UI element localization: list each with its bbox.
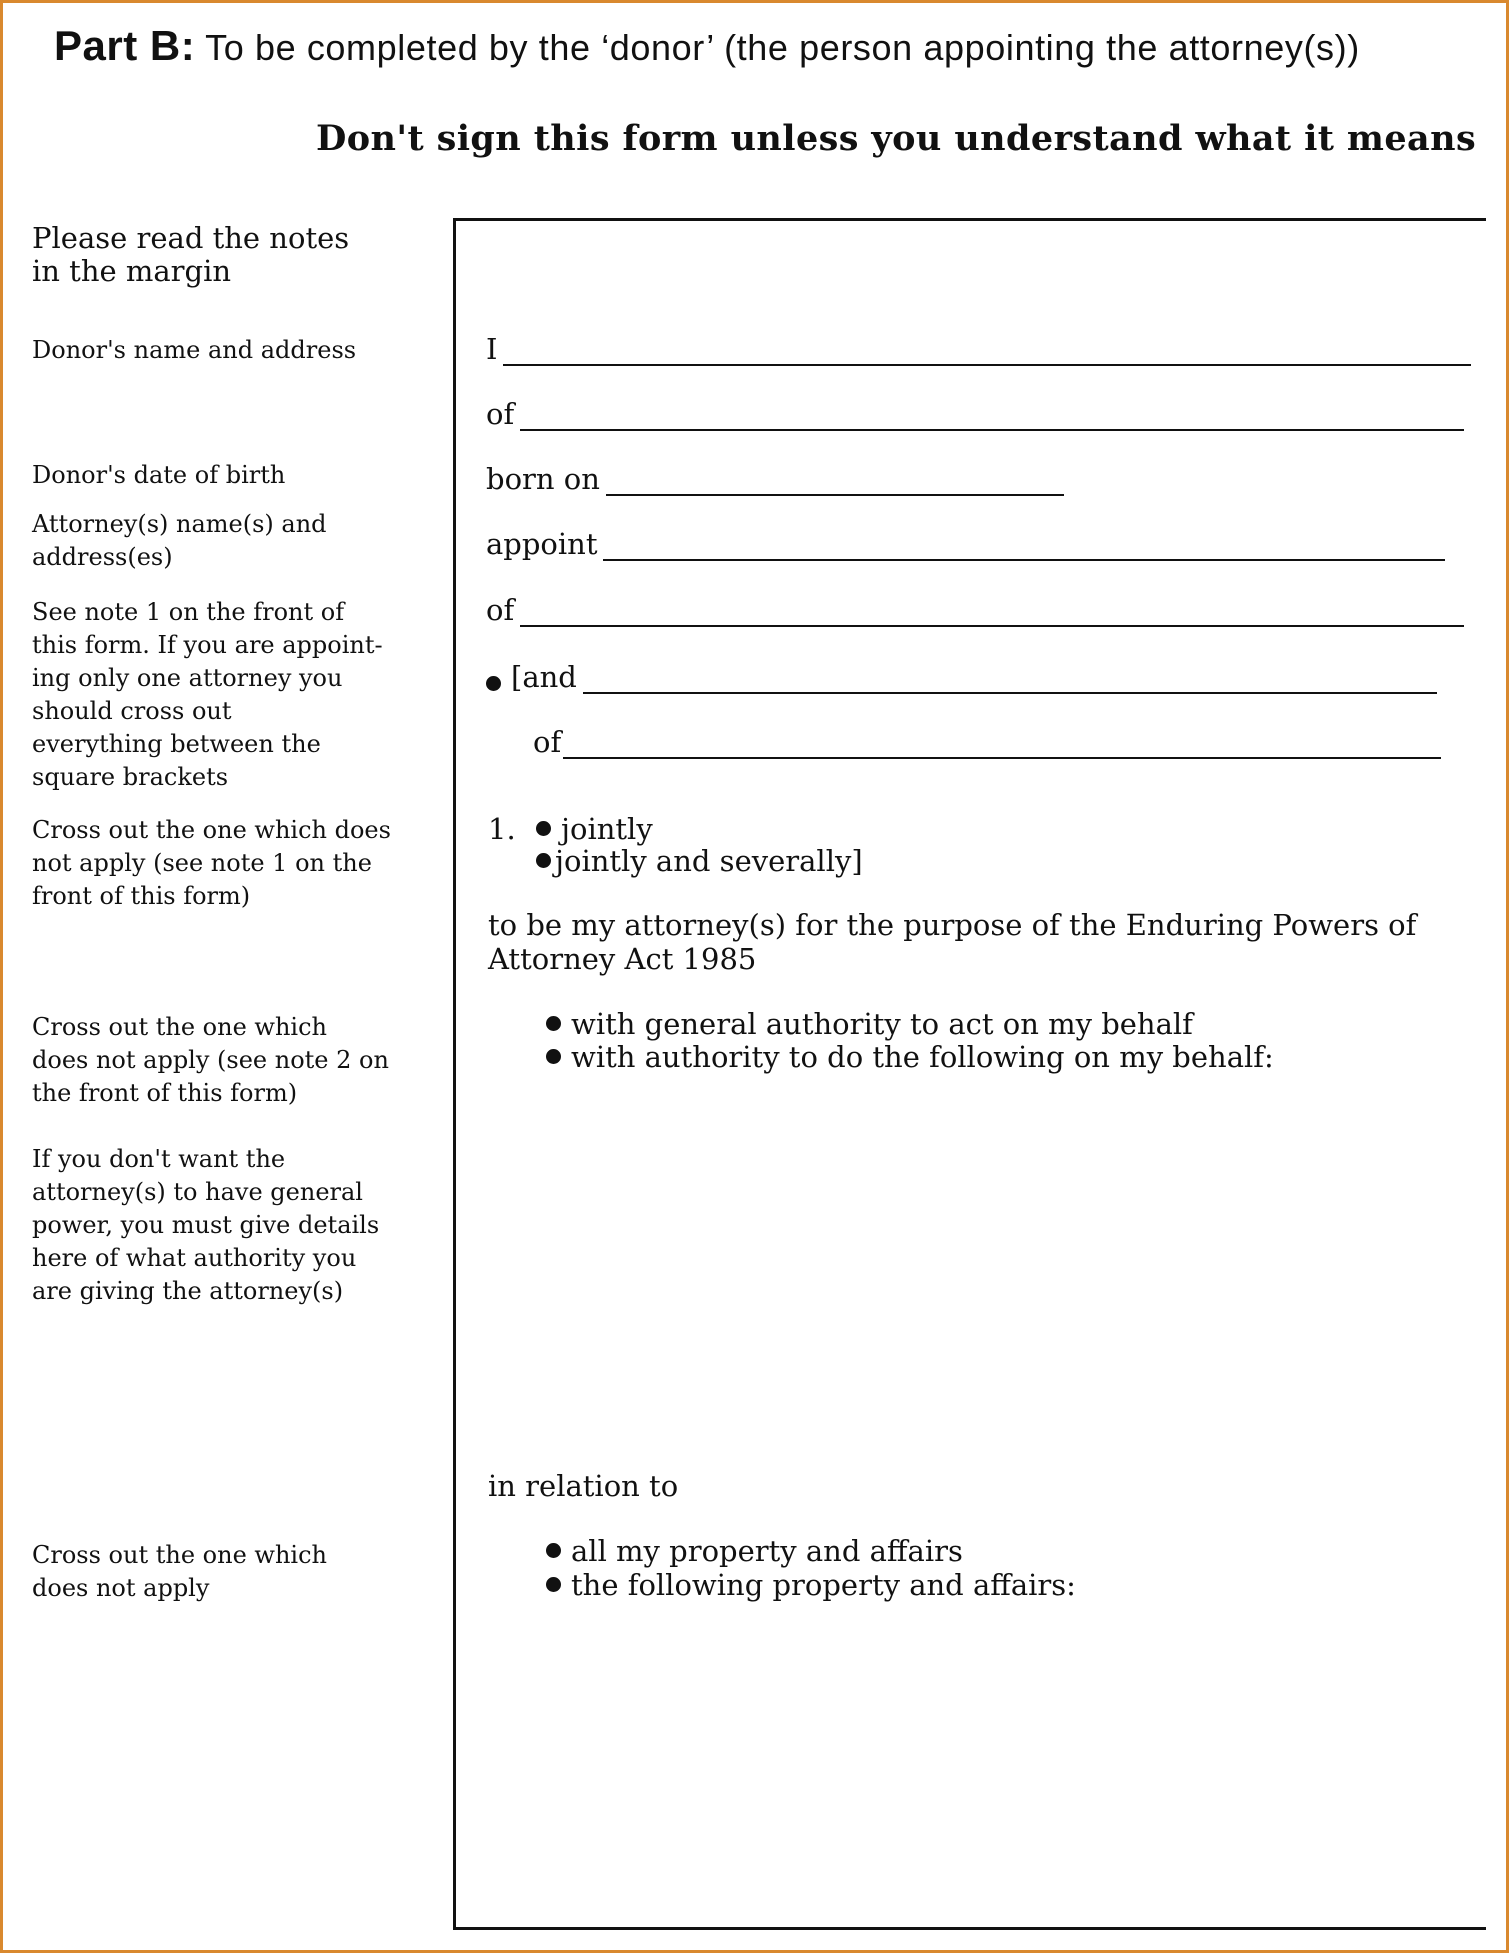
second-attorney-name-label: [and <box>511 660 577 694</box>
note-line: Cross out the one which <box>32 1541 327 1569</box>
note-line: If you don't want the <box>32 1145 286 1173</box>
note-line: front of this form) <box>32 882 251 910</box>
note-line: should cross out <box>32 697 232 725</box>
note-line: this form. If you are appoint- <box>32 631 383 659</box>
note-line: everything between the <box>32 730 321 758</box>
note-line: not apply (see note 1 on the <box>32 849 372 877</box>
option-following-property-label: the following property and affairs: <box>571 1568 1076 1602</box>
donor-dob-note: Donor's date of birth <box>32 461 286 489</box>
bullet-icon <box>486 676 501 691</box>
bullet-icon <box>546 1543 561 1558</box>
attorney-address-field[interactable] <box>486 593 1464 627</box>
donor-dob-label: born on <box>486 462 600 496</box>
donor-name-label: I <box>486 332 498 366</box>
second-attorney-address-label: of <box>533 725 562 759</box>
cross-out-note-3 <box>32 1539 327 1605</box>
donor-address-field[interactable] <box>486 397 1464 431</box>
cross-out-note-1 <box>32 814 391 913</box>
warning-heading: Don't sign this form unless you understand what it means <box>316 118 1477 159</box>
second-attorney-address-line[interactable] <box>563 731 1441 759</box>
general-power-note <box>32 1143 379 1308</box>
second-attorney-address-field[interactable] <box>533 725 1441 759</box>
note-line: power, you must give details <box>32 1211 380 1239</box>
intro-note <box>32 222 349 288</box>
part-description: To be completed by the ‘donor’ (the person appointing the attorney(s)) <box>195 27 1360 68</box>
option-general-authority-label: with general authority to act on my behalf <box>571 1007 1193 1041</box>
option-jointly-severally-label: jointly and severally] <box>555 844 863 878</box>
option-jointly-severally[interactable] <box>536 844 863 878</box>
donor-name-field[interactable] <box>486 332 1471 366</box>
donor-dob-field[interactable] <box>486 462 1064 496</box>
note-line: See note 1 on the front of <box>32 598 345 626</box>
second-attorney-name-field[interactable] <box>486 660 1437 694</box>
purpose-line: Attorney Act 1985 <box>488 942 757 976</box>
donor-address-label: of <box>486 397 515 431</box>
note-line: does not apply <box>32 1574 210 1602</box>
option-all-property-label: all my property and affairs <box>571 1534 963 1568</box>
donor-name-note: Donor's name and address <box>32 336 357 364</box>
attorney-note <box>32 508 327 574</box>
see-note-1 <box>32 596 383 794</box>
attorney-name-label: appoint <box>486 527 598 561</box>
note-line: the front of this form) <box>32 1079 298 1107</box>
option-jointly-label: jointly <box>561 812 653 846</box>
bullet-icon <box>546 1577 561 1592</box>
part-b-heading <box>54 22 1360 70</box>
note-line: square brackets <box>32 763 229 791</box>
bullet-icon <box>536 853 551 868</box>
option-following-property[interactable] <box>546 1568 1076 1602</box>
option-all-property[interactable] <box>546 1534 963 1568</box>
note-line: attorney(s) to have general <box>32 1178 363 1206</box>
option-specific-authority-label: with authority to do the following on my behalf: <box>571 1040 1274 1074</box>
note-line: Cross out the one which <box>32 1013 327 1041</box>
purpose-line: to be my attorney(s) for the purpose of the Enduring Powers of <box>488 908 1417 942</box>
attorney-address-line[interactable] <box>520 599 1464 627</box>
option-number: 1. <box>488 812 516 846</box>
second-attorney-name-line[interactable] <box>583 666 1437 694</box>
option-specific-authority[interactable] <box>546 1040 1274 1074</box>
intro-note-line: Please read the notes <box>32 221 350 255</box>
cross-out-note-2 <box>32 1011 389 1110</box>
intro-note-line: in the margin <box>32 254 232 288</box>
option-jointly[interactable] <box>536 812 653 846</box>
note-line: ing only one attorney you <box>32 664 343 692</box>
donor-dob-line[interactable] <box>606 468 1064 496</box>
attorney-name-line[interactable] <box>603 533 1445 561</box>
bullet-icon <box>546 1049 561 1064</box>
in-relation-to-text: in relation to <box>488 1469 679 1503</box>
note-line: Cross out the one which does <box>32 816 391 844</box>
attorney-note-line: Attorney(s) name(s) and <box>32 510 327 538</box>
bullet-icon <box>546 1016 561 1031</box>
part-label: Part B: <box>54 22 196 69</box>
attorney-note-line: address(es) <box>32 543 173 571</box>
attorney-address-label: of <box>486 593 515 627</box>
purpose-text <box>488 908 1416 976</box>
attorney-name-field[interactable] <box>486 527 1445 561</box>
option-general-authority[interactable] <box>546 1007 1193 1041</box>
note-line: are giving the attorney(s) <box>32 1277 344 1305</box>
note-line: here of what authority you <box>32 1244 357 1272</box>
donor-name-line[interactable] <box>503 338 1471 366</box>
note-line: does not apply (see note 2 on <box>32 1046 389 1074</box>
bullet-icon <box>536 821 551 836</box>
donor-address-line[interactable] <box>520 403 1464 431</box>
